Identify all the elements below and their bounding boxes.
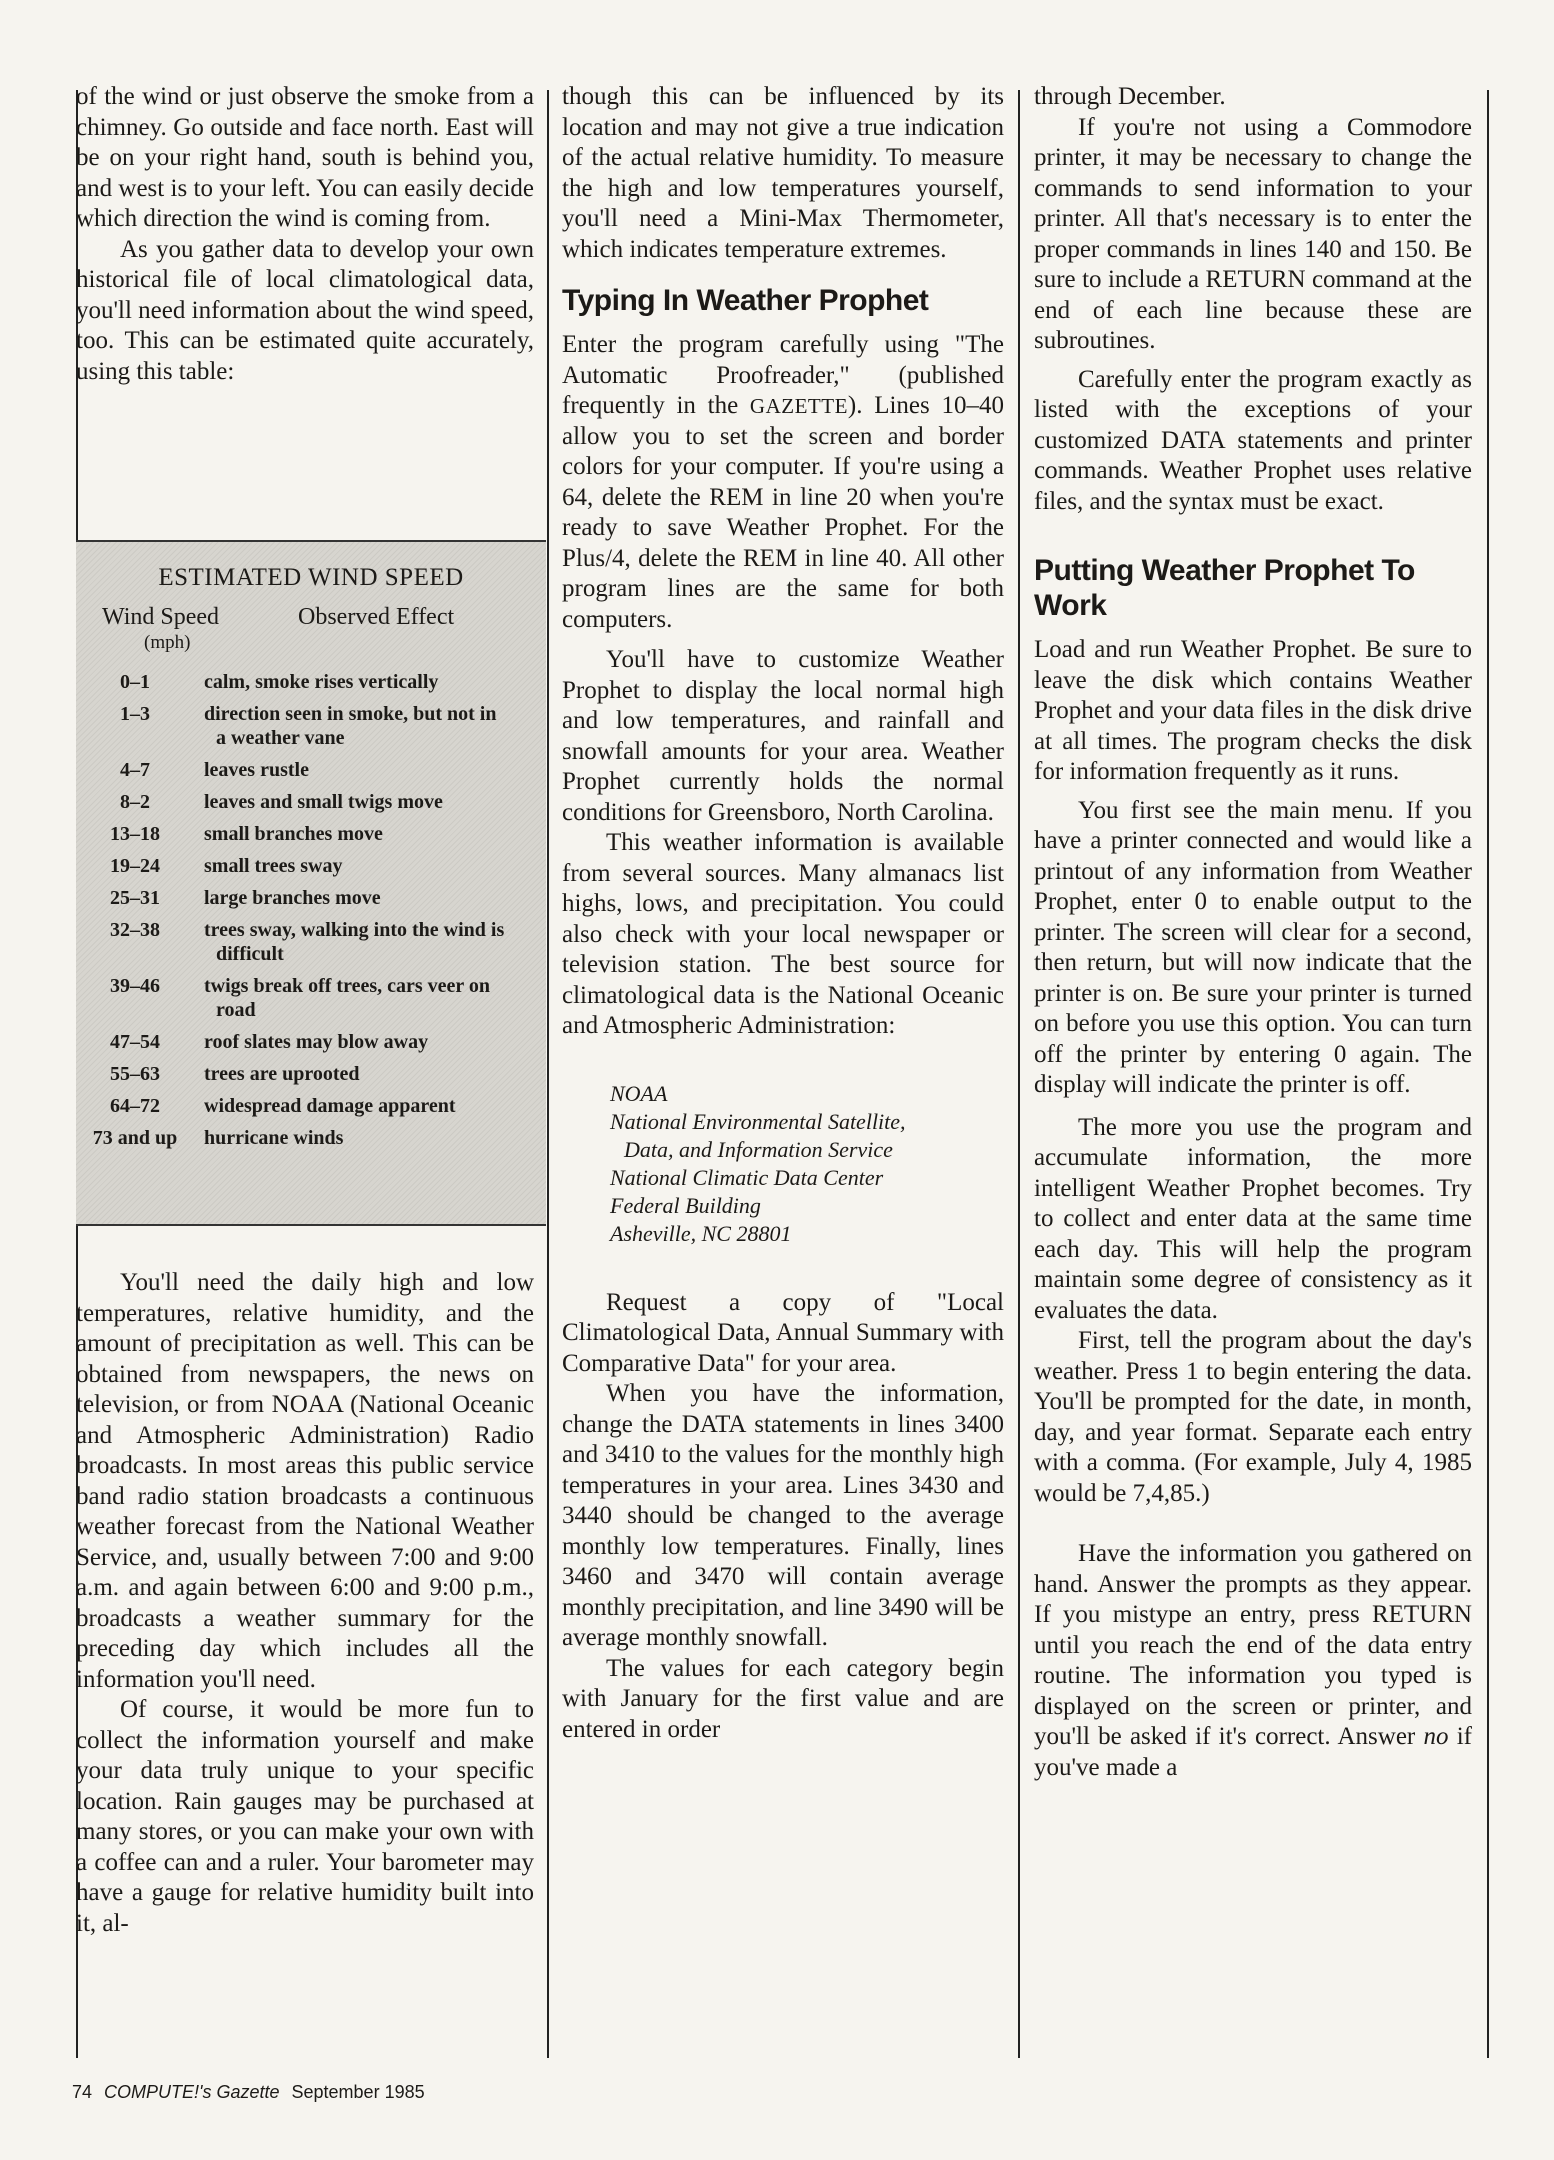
row-effect: small branches move (204, 823, 383, 845)
table-row (76, 854, 546, 878)
col2-paragraph-3: You'll have to customize Weather Prophet to display the local normal high and low temperatures, and rainfall and snowfall amounts for your area. Weather Prophet currently holds the normal conditions for Greensboro, North Carolina. (562, 646, 1004, 826)
column-rule-2 (1018, 90, 1020, 2058)
column-2 (562, 82, 1004, 1745)
column-1-lower (76, 1268, 534, 1939)
table-row (76, 886, 546, 910)
row-effect: hurricane winds (204, 1127, 344, 1149)
column-1 (76, 82, 534, 387)
col2-paragraph-7: The values for each category begin with January for the first value and are entered in order (562, 1654, 1004, 1743)
col3-paragraph-5: You first see the main menu. If you have a printer connected and would like a printout of any information from Weather Prophet, enter 0 to enable output to the printer. The screen will clear for a second, then return, but will now indicate that the printer is on. Be sure your printer is turned on before you use this option. You can turn off the printer by entering 0 again. The display will indicate the printer is off. (1034, 796, 1472, 1098)
table-row (76, 974, 546, 1022)
p2-text-b: ). Lines 10–40 allow you to set the screen and border colors for your computer. If you're using a 64, delete the REM in line 20 when you're ready to save Weather Prophet. For the Plus/4, delete the REM in line 40. All other program lines are the same for both computers. (562, 392, 1004, 633)
col3-paragraph-6: The more you use the program and accumulate information, the more intelligent Weather Prophet becomes. Try to collect and enter data at the same time each day. This will help the program maintain some degree of consistency as it evaluates the data. (1034, 1113, 1472, 1324)
p8-italic-no: no (1423, 1723, 1449, 1750)
row-effect: widespread damage apparent (204, 1095, 456, 1117)
row-effect: trees are uprooted (204, 1063, 360, 1085)
address-line: Federal Building (610, 1192, 761, 1218)
section-heading-putting: Putting Weather Prophet To Work (1034, 554, 1415, 622)
col-header-unit: (mph) (144, 632, 191, 653)
noaa-address (610, 1080, 1004, 1248)
row-speed: 13–18 (110, 823, 160, 845)
col3-paragraph-8 (1034, 1539, 1472, 1783)
address-line: National Environmental Satellite, (610, 1108, 906, 1134)
row-speed: 32–38 (110, 919, 160, 941)
address-line: NOAA (610, 1080, 668, 1106)
table-row (76, 790, 546, 814)
page-footer (72, 2082, 425, 2103)
row-speed: 55–63 (110, 1063, 160, 1085)
address-line: National Climatic Data Center (610, 1164, 884, 1190)
col1-paragraph-2: As you gather data to develop your own historical file of local climatological data, you'll need information about the wind speed, too. This can be estimated quite accurately, using this table: (76, 235, 534, 385)
wind-table (76, 670, 546, 1150)
row-speed: 0–1 (120, 671, 150, 693)
row-speed: 19–24 (110, 855, 160, 877)
magazine-name: COMPUTE!'s Gazette (104, 2082, 280, 2102)
col2-paragraph-5: Request a copy of "Local Climatological Data, Annual Summary with Comparative Data" for your area. (562, 1288, 1004, 1377)
col2-paragraph-1: though this can be influenced by its location and may not give a true indication of the actual relative humidity. To measure the high and low temperatures yourself, you'll need a Mini-Max Thermometer, which indicates temperature extremes. (562, 83, 1004, 263)
address-line: Asheville, NC 28801 (610, 1220, 792, 1246)
table-row (76, 1094, 546, 1118)
sidebar-title: ESTIMATED WIND SPEED (158, 564, 464, 591)
row-speed: 73 and up (92, 1127, 178, 1149)
row-speed: 1–3 (120, 703, 150, 725)
column-rule-1 (547, 90, 549, 2058)
col3-paragraph-2: If you're not using a Commodore printer, it may be necessary to change the commands to send information to your printer. All that's necessary is to enter the proper commands in lines 140 and 150. Be sure to include a RETURN command at the end of each line because these are subroutines. (1034, 113, 1472, 354)
col3-paragraph-3: Carefully enter the program exactly as listed with the exceptions of your customized DATA statements and printer commands. Weather Prophet uses relative files, and the syntax must be exact. (1034, 365, 1472, 515)
table-row (76, 1030, 546, 1054)
row-effect: twigs break off trees, cars veer on road (204, 975, 491, 1021)
col1-paragraph-4: Of course, it would be more fun to collect the information yourself and make your data truly unique to your specific location. Rain gauges may be purchased at many stores, or you can make your own with a coffee can and a ruler. Your barometer may have a gauge for relative humidity built into it, al- (76, 1696, 534, 1937)
column-rule-right (1487, 90, 1489, 2058)
col3-paragraph-4: Load and run Weather Prophet. Be sure to leave the disk which contains Weather Prophet and your data files in the disk drive at all times. The program checks the disk for information frequently as it runs. (1034, 636, 1472, 785)
col-header-speed: Wind Speed (102, 604, 220, 630)
page-number: 74 (72, 2082, 93, 2102)
col3-paragraph-7: First, tell the program about the day's weather. Press 1 to begin entering the data. You'll be prompted for the date, in month, day, and year format. Separate each entry with a comma. (For example, July 4, 1985 would be 7,4,85.) (1034, 1327, 1472, 1507)
row-effect: leaves and small twigs move (204, 791, 443, 813)
col1-paragraph-1: of the wind or just observe the smoke from a chimney. Go outside and face north. East will be on your right hand, south is behind you, and west is to your left. You can easily decide which direction the wind is coming from. (76, 83, 534, 232)
row-speed: 47–54 (110, 1031, 160, 1053)
row-effect: leaves rustle (204, 759, 309, 781)
wind-speed-sidebar (76, 540, 546, 1226)
col-header-effect: Observed Effect (298, 604, 455, 630)
p2-text-a: Enter the program carefully using "The Automatic Proofreader," (published frequently in the (562, 331, 1004, 419)
col1-paragraph-3: You'll need the daily high and low temperatures, relative humidity, and the amount of precipitation as well. This can be obtained from newspapers, the news on television, or from NOAA (National Oceanic and Atmospheric Administration) Radio broadcasts. In most areas this public service band radio station broadcasts a continuous weather forecast from the National Weather Service, and, usually between 7:00 and 9:00 a.m. and again between 6:00 and 9:00 p.m., broadcasts a weather summary for the preceding day which includes all the information you'll need. (76, 1269, 534, 1693)
gazette-smallcaps: GAZETTE (749, 394, 848, 418)
column-3 (1034, 82, 1472, 1783)
row-speed: 8–2 (120, 791, 150, 813)
table-row (76, 1062, 546, 1086)
row-effect: roof slates may blow away (204, 1031, 429, 1053)
row-effect: direction seen in smoke, but not in a weather vane (204, 703, 497, 749)
p8-text: Have the information you gathered on hand. Answer the prompts as they appear. If you mistype an entry, press RETURN until you reach the end of the data entry routine. The information you typed is displayed on the screen or printer, and you'll be asked if it's correct. Answer (1034, 1540, 1472, 1750)
table-row (76, 702, 546, 750)
table-row (76, 670, 546, 694)
row-speed: 25–31 (110, 887, 160, 909)
table-row (76, 1126, 546, 1150)
col2-paragraph-6: When you have the information, change the DATA statements in lines 3400 and 3410 to the values for the monthly high temperatures in your area. Lines 3430 and 3440 should be changed to the average monthly low temperatures. Finally, lines 3460 and 3470 will contain average monthly precipitation, and line 3490 will be average monthly snowfall. (562, 1380, 1004, 1651)
row-effect: small trees sway (204, 855, 343, 877)
table-row (76, 822, 546, 846)
col3-paragraph-1: through December. (1034, 83, 1226, 110)
sidebar-header (76, 600, 546, 662)
row-effect: trees sway, walking into the wind is difficult (204, 919, 505, 965)
issue-date: September 1985 (291, 2082, 425, 2102)
p8-text-end: if you've made a (1034, 1723, 1472, 1781)
address-line: Data, and Information Service (624, 1136, 893, 1162)
row-effect: calm, smoke rises vertically (204, 671, 439, 693)
col2-paragraph-4: This weather information is available from several sources. Many almanacs list highs, lows, and precipitation. You could also check with your local newspaper or television station. The best source for climatological data is the National Oceanic and Atmospheric Administration: (562, 829, 1004, 1039)
table-row (76, 918, 546, 966)
col2-paragraph-2 (562, 330, 1004, 635)
row-speed: 64–72 (110, 1095, 160, 1117)
table-row (76, 758, 546, 782)
row-effect: large branches move (204, 887, 381, 909)
section-heading-typing: Typing In Weather Prophet (562, 284, 929, 317)
row-speed: 39–46 (110, 975, 160, 997)
row-speed: 4–7 (120, 759, 150, 781)
